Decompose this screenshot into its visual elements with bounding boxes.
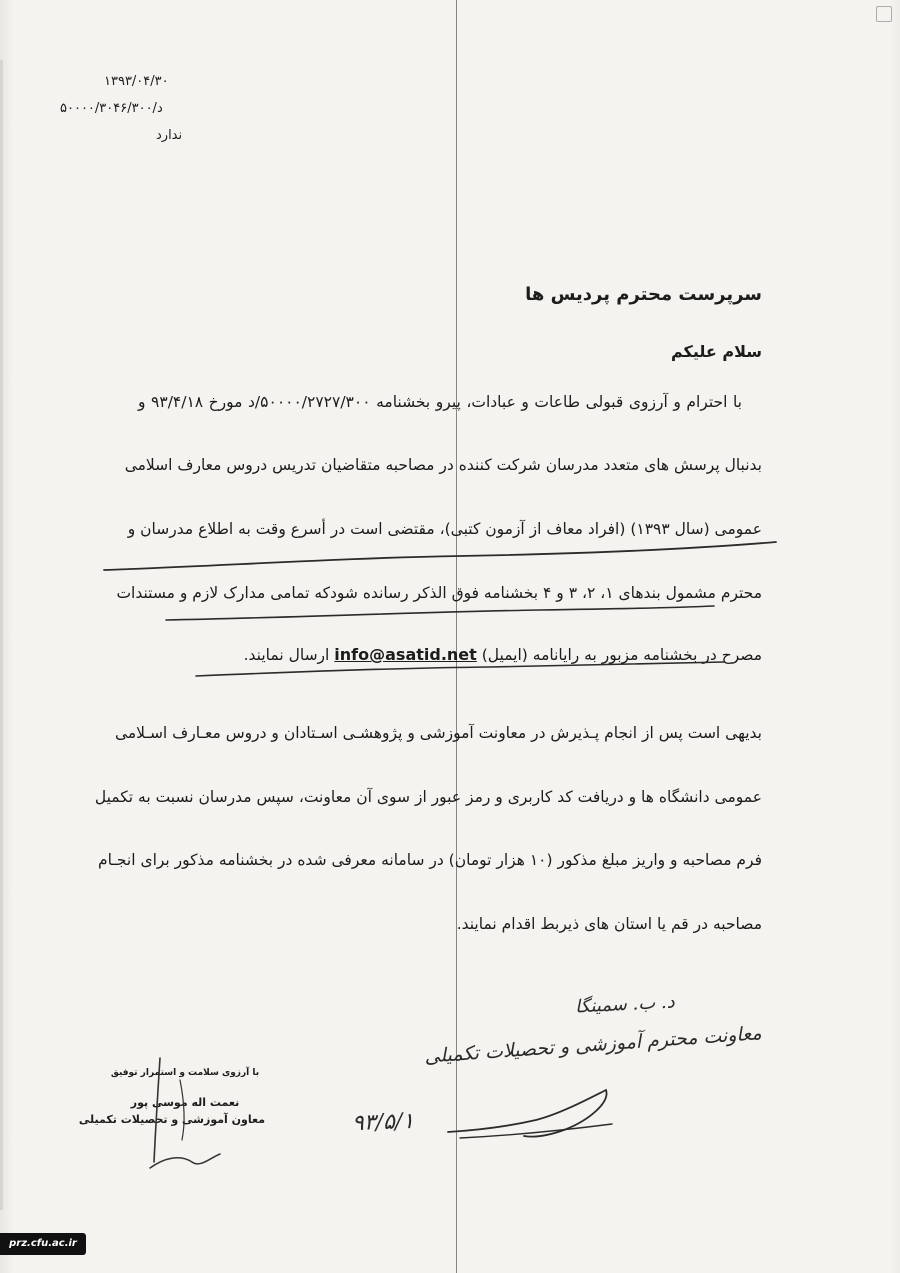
paragraph1-line5: [138, 645, 762, 664]
paragraph1-line2: بدنبال پرسش های متعدد مدرسان شرکت کننده در مصاحبه متقاضیان تدریس دروس معارف اسلامی: [124, 456, 762, 474]
handwritten-underline-1: [100, 536, 780, 576]
letter-attachment: ندارد: [156, 128, 183, 143]
paper-fold-line: [456, 0, 457, 1273]
paragraph1-line1: با احترام و آرزوی قبولی طاعات و عبادات، پیرو بخشنامه ۵۰۰۰۰/۲۷۲۷/۳۰۰/د مورخ ۹۳/۴/۱۸ و: [138, 393, 742, 411]
paragraph2-line2: عمومی دانشگاه ها و دریافت کد کاربری و رمز عبور از سوی آن معاونت، سپس مدرسان نسبت به تکمیل: [94, 788, 762, 806]
handwritten-note-2: معاونت محترم آموزشی و تحصیلات تکمیلی: [423, 1022, 763, 1068]
letter-number: ۵۰۰۰۰/۳۰۴۶/۳۰۰/د: [60, 101, 163, 116]
paragraph1-line4: محترم مشمول بندهای ۱، ۲، ۳ و ۴ بخشنامه فوق الذکر رسانده شودکه تمامی مدارک لازم و مستندات: [116, 584, 762, 602]
signatory-title: معاون آموزشی و تحصیلات تکمیلی: [78, 1113, 265, 1126]
email-link[interactable]: info@asatid.net: [334, 645, 477, 664]
paragraph2-line3: فرم مصاحبه و واریز مبلغ مذکور (۱۰ هزار تومان) در سامانه معرفی شده در بخشنامه مذکور برای انجـام: [98, 851, 762, 869]
handwritten-note-1: د. ب. سمینگا: [574, 991, 676, 1018]
paragraph1-line5-after: ارسال نمایند.: [243, 646, 330, 664]
signature-closing: با آرزوی سلامت و استمرار توفیق: [110, 1068, 260, 1078]
letter-meta: [60, 68, 190, 149]
paragraph2-line4: مصاحبه در قم یا استان های ذیربط اقدام نمایند.: [456, 915, 762, 933]
footer-site-badge[interactable]: prz.cfu.ac.ir: [0, 1233, 86, 1255]
letter-date: ۱۳۹۳/۰۴/۳۰: [104, 74, 169, 89]
letter-recipient: سرپرست محترم پردیس ها: [525, 284, 762, 305]
scan-edge-shadow: [0, 60, 3, 1210]
paragraph1-line5-before: مصرح در بخشنامه مزبور به رایانامه (ایمیل): [481, 646, 762, 664]
paragraph1-line3: عمومی (سال ۱۳۹۳) (افراد معاف از آزمون کتبی)، مقتضی است در أسرع وقت به اطلاع مدرسان و: [127, 520, 762, 538]
paragraph2-line1: بدیهی است پس از انجام پـذیرش در معاونت آموزشی و پژوهشـی اسـتادان و دروس معـارف اسـلامی: [114, 724, 762, 742]
signatory-name: نعمت اله موسی پور: [130, 1096, 240, 1109]
corner-mark-icon: [876, 6, 892, 22]
handwritten-date: ۹۳/۵/۱: [351, 1108, 415, 1137]
handwritten-signature-scribble: [440, 1080, 620, 1150]
handwritten-underline-2: [160, 598, 720, 628]
signature-block: [78, 1066, 265, 1128]
letter-greeting: سلام علیکم: [670, 342, 762, 361]
